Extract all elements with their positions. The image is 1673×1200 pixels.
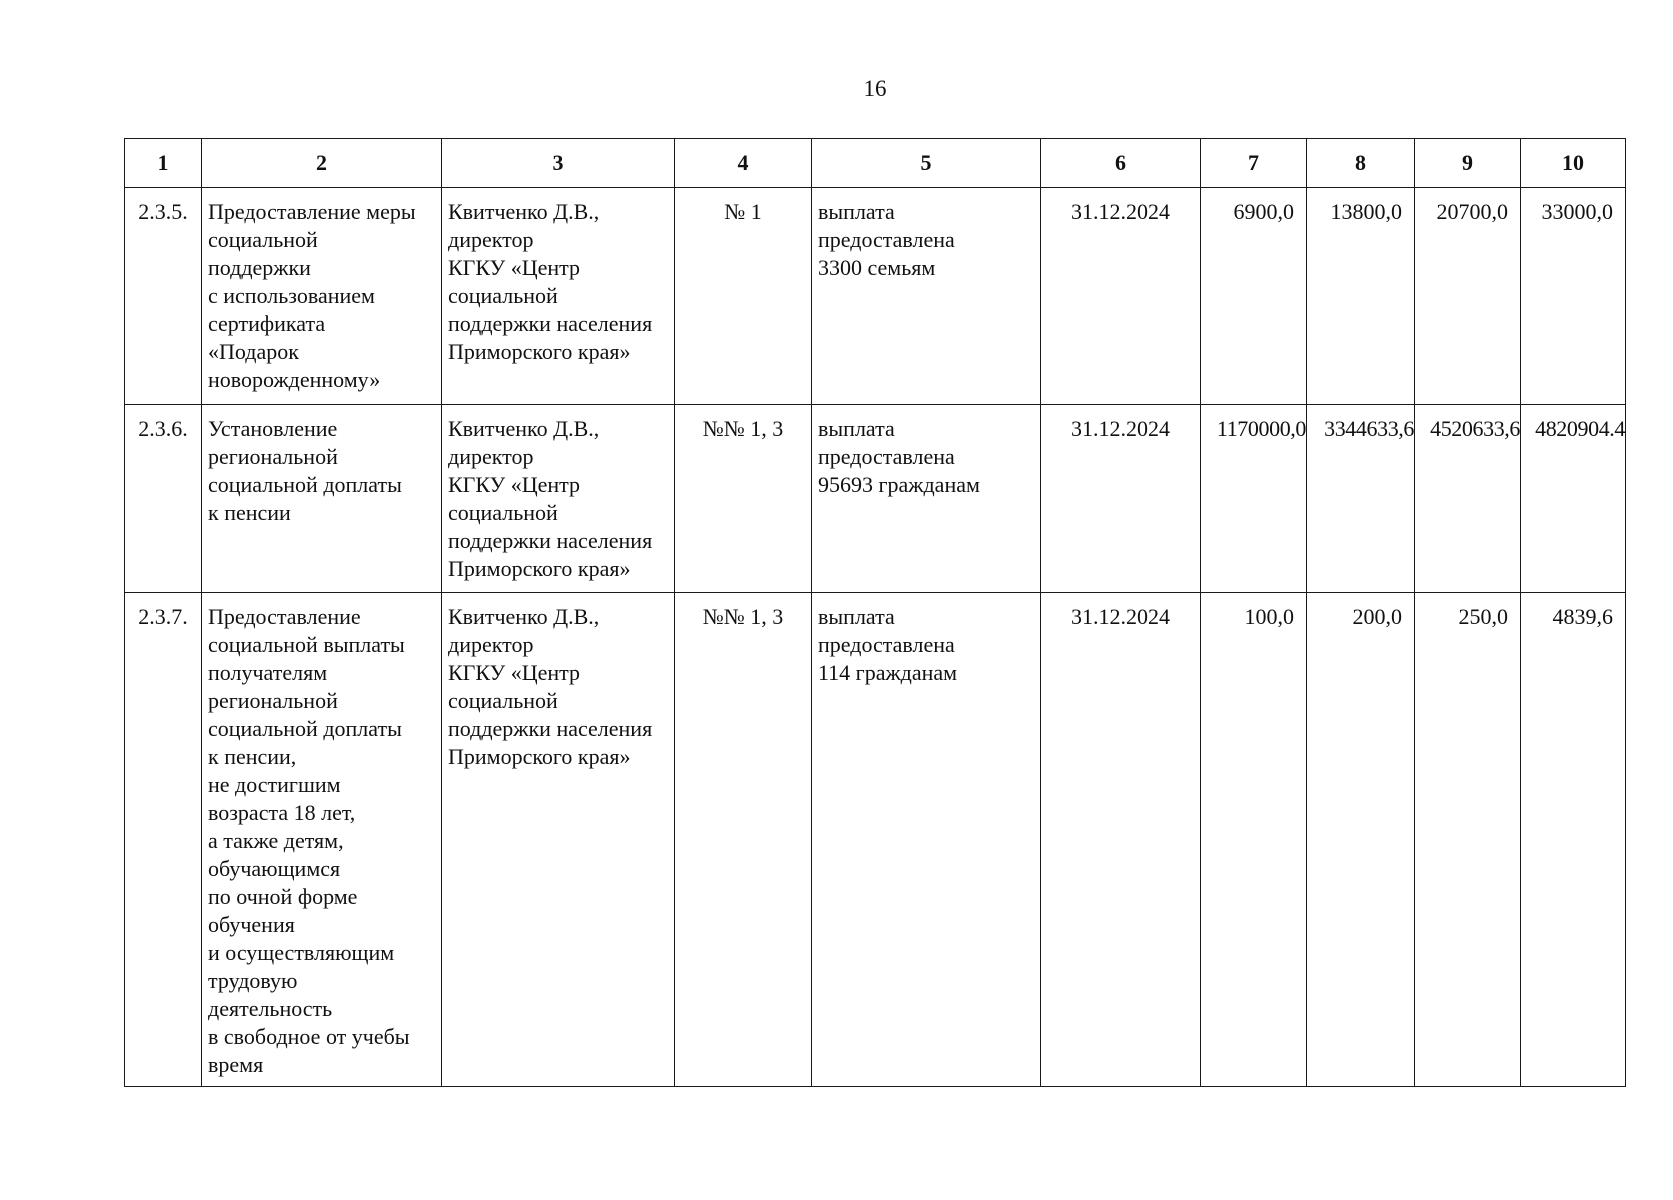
row-number: 2.3.5.: [138, 199, 188, 224]
column-header: 6: [1041, 139, 1201, 188]
row-number: 2.3.6.: [138, 416, 188, 441]
column-header: 9: [1415, 139, 1521, 188]
measure-name: Установление региональной социальной доплаты к пенсии: [208, 416, 402, 525]
value-col-8: 200,0: [1352, 604, 1402, 629]
column-header: 1: [125, 139, 202, 188]
result: выплата предоставлена 3300 семьям: [818, 199, 955, 280]
indicator: №№ 1, 3: [702, 604, 784, 629]
value-col-9: 250,0: [1458, 604, 1508, 629]
column-header: 5: [812, 139, 1041, 188]
executor: Квитченко Д.В., директор КГКУ «Центр социальной поддержки населения Приморского края»: [448, 199, 653, 364]
value-col-7: 1170000,0: [1216, 416, 1306, 441]
value-col-8: 13800,0: [1330, 199, 1402, 224]
result: выплата предоставлена 114 гражданам: [818, 604, 958, 685]
column-header: 4: [675, 139, 812, 188]
table-header-row: [125, 139, 1626, 188]
value-col-10: 33000,0: [1541, 199, 1613, 224]
measure-name: Предоставление меры социальной поддержки с использованием сертификата «Подарок новорожденному»: [208, 199, 416, 392]
value-col-9: 20700,0: [1436, 199, 1508, 224]
row-number: 2.3.7.: [138, 604, 188, 629]
value-col-8: 3344633,6: [1324, 416, 1414, 441]
value-col-7: 100,0: [1244, 604, 1294, 629]
measures-table: [124, 138, 1626, 1087]
executor: Квитченко Д.В., директор КГКУ «Центр социальной поддержки населения Приморского края»: [448, 604, 653, 769]
column-header: 2: [202, 139, 442, 188]
column-header: 10: [1521, 139, 1626, 188]
value-col-9: 4520633,6: [1430, 416, 1520, 441]
result: выплата предоставлена 95693 гражданам: [818, 416, 980, 497]
value-col-10: 4839,6: [1552, 604, 1613, 629]
deadline: 31.12.2024: [1071, 199, 1170, 224]
table-row: [125, 593, 1626, 1087]
deadline: 31.12.2024: [1071, 416, 1170, 441]
deadline: 31.12.2024: [1071, 604, 1170, 629]
value-col-7: 6900,0: [1233, 199, 1294, 224]
table-row: [125, 188, 1626, 405]
table-row: [125, 405, 1626, 593]
value-col-10: 4820904.4: [1535, 416, 1625, 441]
executor: Квитченко Д.В., директор КГКУ «Центр социальной поддержки населения Приморского края»: [448, 416, 653, 581]
measure-name: Предоставление социальной выплаты получателям региональной социальной доплаты к пенсии, не достигшим возраста 18 лет, а также детям, обучающимся по очной форме обучения и осуществляющим трудовую деятельность в свободное от учебы время: [208, 604, 410, 1077]
indicator: №№ 1, 3: [702, 416, 784, 441]
indicator: № 1: [724, 199, 762, 224]
page-number: 16: [863, 76, 887, 101]
column-header: 7: [1201, 139, 1307, 188]
column-header: 3: [442, 139, 675, 188]
column-header: 8: [1307, 139, 1415, 188]
